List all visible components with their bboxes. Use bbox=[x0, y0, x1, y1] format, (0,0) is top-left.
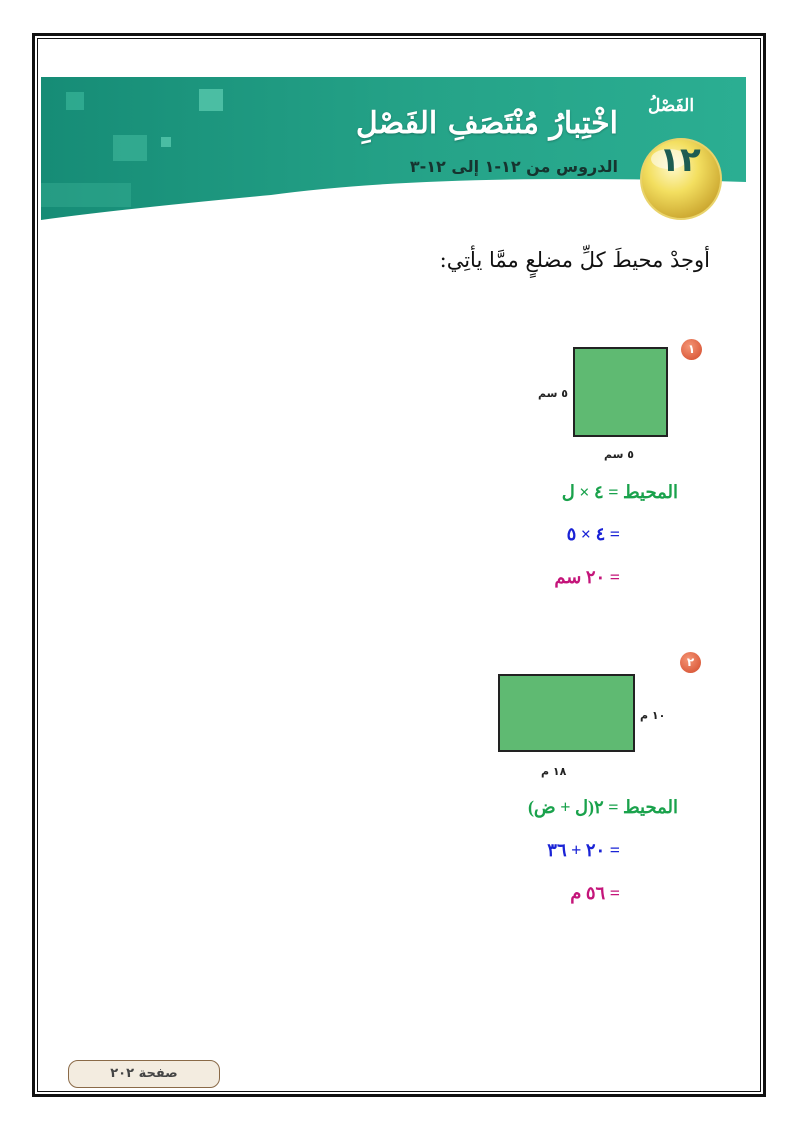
rectangle-side-label: ١٠ م bbox=[640, 709, 666, 722]
rectangle-shape bbox=[498, 674, 635, 752]
solution-step: = ٢٠ + ٣٦ bbox=[547, 840, 620, 860]
problem-number-badge: ١ bbox=[681, 339, 702, 360]
square-bottom-label: ٥ سم bbox=[604, 448, 634, 461]
rectangle-bottom-label: ١٨ م bbox=[541, 765, 567, 778]
square-shape bbox=[573, 347, 668, 437]
chapter-label: الفَصْلُ bbox=[647, 96, 695, 116]
chapter-number: ١٢ bbox=[659, 140, 701, 180]
solution-step: = ٢٠ سم bbox=[554, 567, 620, 587]
page-subtitle: الدروس من ١٢-١ إلى ١٢-٣ bbox=[409, 157, 618, 176]
solution-step: = ٥٦ م bbox=[570, 883, 620, 903]
instruction-text: أوجدْ محيطَ كلِّ مضلعٍ ممَّا يأتِي: bbox=[439, 248, 710, 272]
solution-step: المحيط = ٢(ل + ض) bbox=[527, 797, 678, 817]
page-number-tag: صفحة ٢٠٢ bbox=[68, 1060, 220, 1088]
solution-step: المحيط = ٤ × ل bbox=[561, 482, 678, 502]
problem-number-badge: ٢ bbox=[680, 652, 701, 673]
square-side-label: ٥ سم bbox=[538, 387, 568, 400]
solution-step: = ٤ × ٥ bbox=[566, 524, 620, 544]
page-title: اخْتِبارُ مُنْتَصَفِ الفَصْلِ bbox=[355, 106, 618, 141]
